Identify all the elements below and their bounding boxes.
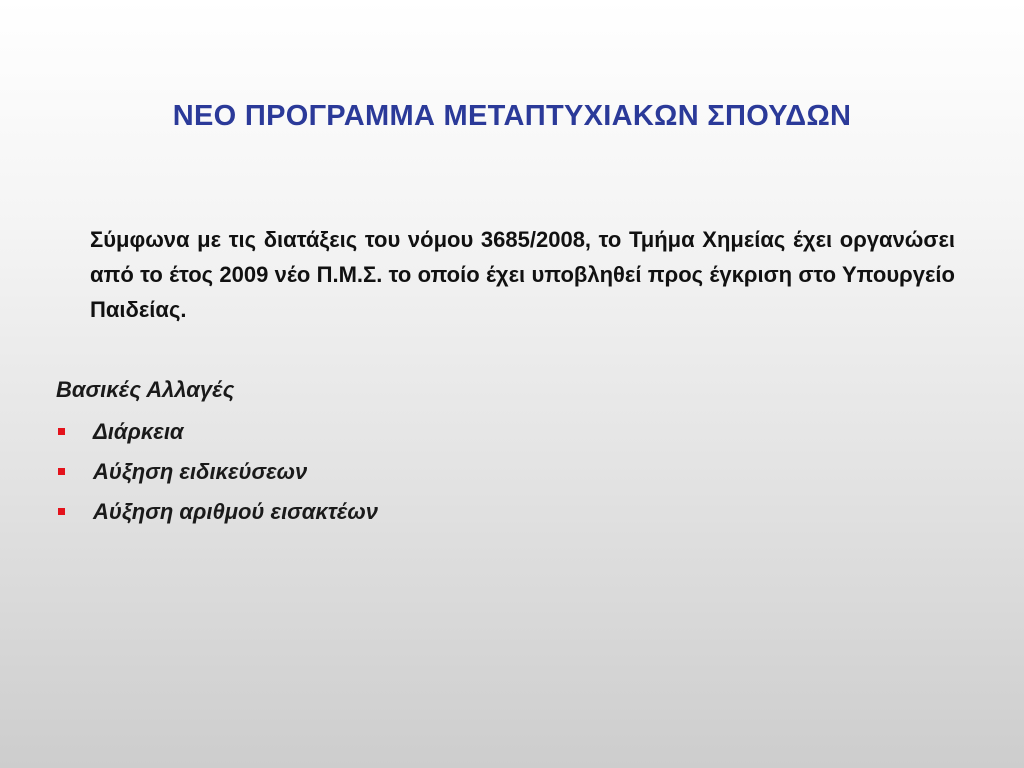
square-bullet-icon	[58, 468, 65, 475]
list-item	[56, 492, 956, 532]
slide-title: ΝΕΟ ΠΡΟΓΡΑΜΜΑ ΜΕΤΑΠΤΥΧΙΑΚΩΝ ΣΠΟΥΔΩΝ	[172, 100, 852, 132]
list-item-label: Αύξηση ειδικεύσεων	[93, 459, 308, 484]
list-item	[56, 452, 956, 492]
changes-section	[56, 372, 956, 532]
square-bullet-icon	[58, 508, 65, 515]
list-item-label: Διάρκεια	[93, 419, 184, 444]
square-bullet-icon	[58, 428, 65, 435]
bullet-list	[56, 412, 956, 532]
intro-paragraph: Σύμφωνα με τις διατάξεις του νόμου 3685/2008, το Τμήμα Χημείας έχει οργανώσει από το έτος 2009 νέο Π.Μ.Σ. το οποίο έχει υποβληθεί προς έγκριση στο Υπουργείο Παιδείας.	[90, 227, 955, 322]
list-item	[56, 412, 956, 452]
section-heading: Βασικές Αλλαγές	[56, 377, 235, 402]
list-item-label: Αύξηση αριθμού εισακτέων	[93, 499, 378, 524]
